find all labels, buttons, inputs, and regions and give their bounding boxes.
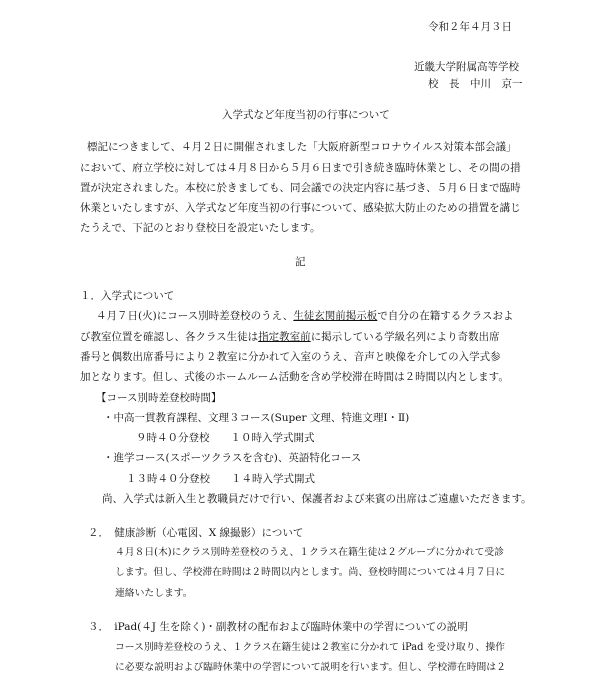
section-1-text: び教室位置を確認し、各クラス生徒は <box>80 330 259 343</box>
sender-school: 近畿大学附属高等学校 <box>414 61 519 73</box>
section-2-line-3: 連絡いたします。 <box>115 587 193 599</box>
section-2-line-1: ４月８日(木)にクラス別時差登校のうえ、１クラス在籍生徒は２グループに分かれて受診 <box>115 547 504 559</box>
section-1-note: 尚、入学式は新入生と教職員だけで行い、保護者および来賓の出席はご遠慮いただきます。 <box>102 492 532 505</box>
schedule-title: 【コース別時差登校時間】 <box>96 391 222 404</box>
section-3-line-1: コース別時差登校のうえ、１クラス在籍生徒は２教室に分かれて iPad を受け取り、操作 <box>115 641 505 653</box>
section-1-text: で自分の在籍するクラスおよ <box>377 310 514 323</box>
intro-line-1: 標記につきまして、４月２日に開催されました「大阪府新型コロナウイルス対策本部会議」 <box>87 141 517 154</box>
intro-line-2: において、府立学校に対しては４月８日から５月６日まで引き続き臨時休業とし、その間の措 <box>80 161 521 174</box>
section-1-line-1 <box>96 309 514 323</box>
section-1-text: に掲示している学級名列により奇数出席 <box>310 330 500 343</box>
sender-principal: 校 長 中川 京一 <box>428 77 523 90</box>
section-2-heading: ２． 健康診断（心電図、X 線撮影）について <box>88 526 304 539</box>
section-2-line-2: します。但し、学校滞在時間は２時間以内とします。尚、登校時間については４月７日に <box>115 567 506 579</box>
document-title: 入学式など年度当初の行事について <box>222 109 390 122</box>
schedule-course-2: ・進学コース(スポーツクラスを含む)、英語特化コース <box>103 452 362 465</box>
designated-classroom: 指定教室前 <box>258 330 311 343</box>
section-1-text: ４月７日(火)にコース別時差登校のうえ、 <box>96 310 294 323</box>
section-1-line-2 <box>80 330 500 344</box>
schedule-course-1-time: ９時４０分登校 １０時入学式開式 <box>136 432 315 445</box>
section-3-line-2: に必要な説明および臨時休業中の学習について説明を行います。但し、学校滞在時間は２ <box>115 662 506 673</box>
intro-line-3: 置が決定されました。本校に於きましても、同会議での決定内容に基づき、５月６日まで臨時 <box>80 181 521 194</box>
section-1-line-3: 番号と偶数出席番号により２教室に分かれて入室のうえ、音声と映像を介しての入学式参 <box>80 350 501 363</box>
schedule-course-2-time: １３時４０分登校 １４時入学式開式 <box>126 472 315 485</box>
schedule-course-1: ・中高一貫教育課程、文理３コース(Super 文理、特進文理Ⅰ・Ⅱ) <box>103 411 410 424</box>
intro-line-4: 休業といたしますが、入学式など年度当初の行事について、感染拡大防止のための措置を講じ <box>80 202 521 215</box>
section-1-line-4: 加となります。但し、式後のホームルーム活動を含め学校滞在時間は２時間以内とします。 <box>80 371 509 384</box>
entrance-notice-board: 生徒玄関前掲示板 <box>293 310 378 323</box>
ki-heading: 記 <box>295 256 306 269</box>
date: 令和２年４月３日 <box>428 21 512 34</box>
intro-line-5: たうえで、下記のとおり登校日を設定いたします。 <box>80 222 321 235</box>
section-3-heading: ３． iPad(４J 生を除く)・副教材の配布および臨時休業中の学習についての説明 <box>88 621 468 634</box>
section-1-heading: １．入学式について <box>80 290 175 303</box>
